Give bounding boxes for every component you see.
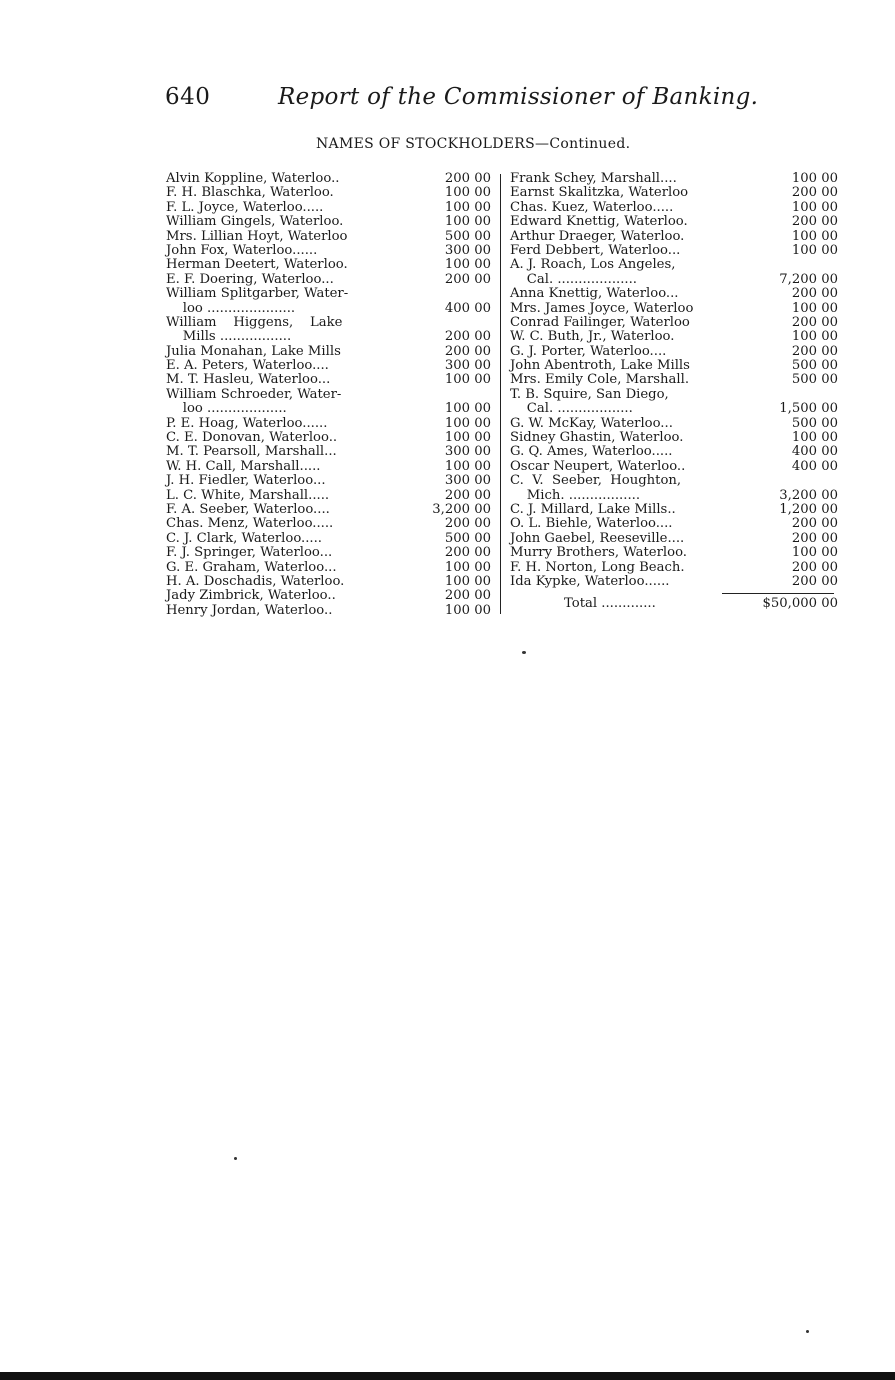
- stockholder-row: [510, 345, 838, 359]
- stockholder-name: Mrs. Lillian Hoyt, Waterloo: [166, 228, 348, 244]
- stockholder-amount: 100 00: [444, 214, 491, 230]
- stockholder-name: G. E. Graham, Waterloo...: [166, 559, 337, 575]
- stockholder-amount: 400 00: [791, 458, 838, 474]
- stockholder-row: [510, 489, 838, 503]
- stockholder-amount: 100 00: [791, 171, 838, 186]
- stockholder-name: Arthur Draeger, Waterloo.: [510, 228, 685, 244]
- stockholder-row: [510, 417, 838, 431]
- stockholder-row: [166, 417, 491, 431]
- stockholder-name: Jady Zimbrick, Waterloo..: [166, 588, 336, 604]
- stockholder-amount: 200 00: [791, 214, 838, 230]
- stockholder-name: F. H. Blaschka, Waterloo.: [166, 185, 334, 201]
- stockholder-name: William Gingels, Waterloo.: [166, 214, 344, 230]
- stockholder-amount: 500 00: [791, 358, 838, 374]
- stockholder-name: F. H. Norton, Long Beach.: [510, 559, 685, 575]
- stockholder-amount: 300 00: [444, 358, 491, 374]
- stockholder-name: C. J. Millard, Lake Mills..: [510, 501, 676, 517]
- stockholder-name: Frank Schey, Marshall....: [510, 171, 677, 186]
- stockholder-row: [510, 273, 838, 287]
- stockholder-row: [166, 546, 491, 560]
- stockholder-name: Chas. Kuez, Waterloo.....: [510, 199, 674, 215]
- stockholder-name: F. J. Springer, Waterloo...: [166, 545, 333, 561]
- stockholder-row: [166, 287, 491, 301]
- scan-speck: [234, 1157, 237, 1160]
- stockholder-name: F. L. Joyce, Waterloo.....: [166, 199, 324, 215]
- stockholder-amount: 100 00: [791, 242, 838, 258]
- stockholder-amount: 200 00: [444, 271, 491, 287]
- stockholder-row: [510, 388, 838, 402]
- stockholder-name: loo ...................: [166, 401, 287, 417]
- stockholder-name: Herman Deetert, Waterloo.: [166, 257, 348, 273]
- stockholder-amount: 100 00: [444, 573, 491, 589]
- total-label: Total .............: [564, 596, 656, 611]
- stockholder-name: W. H. Call, Marshall.....: [166, 458, 321, 474]
- stockholder-amount: 100 00: [791, 545, 838, 561]
- stockholder-row: [510, 546, 838, 560]
- stockholder-amount: 200 00: [444, 487, 491, 503]
- stockholder-amount: 100 00: [791, 199, 838, 215]
- stockholder-row: [510, 316, 838, 330]
- stockholder-row: [166, 589, 491, 603]
- total-rule: [722, 593, 834, 594]
- stockholder-amount: 200 00: [791, 559, 838, 575]
- stockholder-name: G. J. Porter, Waterloo....: [510, 343, 667, 359]
- stockholder-amount: 100 00: [444, 430, 491, 446]
- stockholder-amount: 100 00: [444, 257, 491, 273]
- stockholder-row: [510, 460, 838, 474]
- stockholder-name: F. A. Seeber, Waterloo....: [166, 501, 330, 517]
- stockholder-amount: 200 00: [444, 516, 491, 532]
- page-bottom-edge: [0, 1372, 895, 1380]
- stockholder-amount: 200 00: [791, 185, 838, 201]
- stockholder-amount: 7,200 00: [779, 271, 838, 287]
- stockholder-name: John Fox, Waterloo......: [166, 242, 318, 258]
- stockholder-amount: 200 00: [791, 286, 838, 302]
- stockholder-amount: 100 00: [444, 602, 491, 618]
- stockholder-amount: 200 00: [444, 588, 491, 604]
- stockholder-row: [510, 330, 838, 344]
- stockholder-row: [166, 215, 491, 229]
- stockholder-name: P. E. Hoag, Waterloo......: [166, 415, 328, 431]
- stockholder-amount: 1,500 00: [779, 401, 838, 417]
- right-stockholder-column: [510, 172, 838, 589]
- stockholder-amount: 300 00: [444, 473, 491, 489]
- stockholder-amount: 100 00: [791, 228, 838, 244]
- stockholder-name: Alvin Koppline, Waterloo..: [166, 171, 340, 186]
- stockholder-amount: 100 00: [444, 401, 491, 417]
- stockholder-row: [510, 287, 838, 301]
- running-title: Report of the Commissioner of Banking.: [278, 84, 759, 110]
- stockholder-row: [166, 359, 491, 373]
- stockholder-amount: 400 00: [791, 444, 838, 460]
- stockholder-row: [166, 345, 491, 359]
- stockholder-row: [166, 330, 491, 344]
- stockholder-name: C. E. Donovan, Waterloo..: [166, 430, 338, 446]
- stockholder-row: [166, 503, 491, 517]
- stockholder-row: [166, 561, 491, 575]
- stockholder-name: O. L. Biehle, Waterloo....: [510, 516, 673, 532]
- stockholder-name: L. C. White, Marshall.....: [166, 487, 330, 503]
- stockholder-name: C. V. Seeber, Houghton,: [510, 473, 682, 489]
- stockholder-name: W. C. Buth, Jr., Waterloo.: [510, 329, 675, 345]
- stockholder-amount: 100 00: [444, 372, 491, 388]
- stockholder-amount: 100 00: [444, 415, 491, 431]
- stockholder-name: John Gaebel, Reeseville....: [510, 530, 685, 546]
- stockholder-amount: 100 00: [444, 458, 491, 474]
- scan-speck: [806, 1330, 809, 1333]
- section-heading: NAMES OF STOCKHOLDERS—Continued.: [316, 136, 631, 152]
- stockholder-row: [510, 474, 838, 488]
- stockholder-row: [166, 302, 491, 316]
- stockholder-amount: 100 00: [791, 329, 838, 345]
- stockholder-row: [166, 244, 491, 258]
- stockholder-amount: 3,200 00: [432, 501, 491, 517]
- stockholder-amount: 500 00: [444, 530, 491, 546]
- stockholder-row: [166, 373, 491, 387]
- stockholder-name: E. A. Peters, Waterloo....: [166, 358, 329, 374]
- stockholder-row: [510, 230, 838, 244]
- stockholder-name: William Splitgarber, Water-: [166, 286, 349, 302]
- stockholder-amount: 500 00: [444, 228, 491, 244]
- stockholder-amount: 1,200 00: [779, 501, 838, 517]
- stockholder-row: [166, 186, 491, 200]
- page-number: 640: [165, 84, 211, 110]
- stockholder-row: [510, 402, 838, 416]
- stockholder-amount: 300 00: [444, 242, 491, 258]
- stockholder-name: T. B. Squire, San Diego,: [510, 386, 669, 402]
- stockholder-row: [510, 561, 838, 575]
- stockholder-amount: 200 00: [791, 573, 838, 589]
- stockholder-name: C. J. Clark, Waterloo.....: [166, 530, 322, 546]
- stockholder-row: [166, 273, 491, 287]
- stockholder-name: Ferd Debbert, Waterloo...: [510, 242, 681, 258]
- stockholder-row: [510, 445, 838, 459]
- stockholder-name: Edward Knettig, Waterloo.: [510, 214, 688, 230]
- stockholder-name: Mrs. Emily Cole, Marshall.: [510, 372, 690, 388]
- stockholder-row: [510, 186, 838, 200]
- stockholder-name: J. H. Fiedler, Waterloo...: [166, 473, 326, 489]
- stockholder-name: Julia Monahan, Lake Mills: [166, 343, 341, 359]
- stockholder-row: [510, 172, 838, 186]
- stockholder-amount: 100 00: [791, 430, 838, 446]
- total-amount: $50,000 00: [762, 596, 838, 611]
- stockholder-name: Conrad Failinger, Waterloo: [510, 314, 690, 330]
- stockholder-name: William Higgens, Lake: [166, 314, 343, 330]
- stockholder-row: [510, 431, 838, 445]
- stockholder-row: [510, 532, 838, 546]
- stockholder-row: [166, 460, 491, 474]
- stockholder-amount: 200 00: [444, 171, 491, 186]
- stockholder-amount: 200 00: [791, 530, 838, 546]
- stockholder-name: M. T. Hasleu, Waterloo...: [166, 372, 331, 388]
- stockholder-amount: 200 00: [444, 545, 491, 561]
- stockholder-row: [166, 517, 491, 531]
- stockholder-name: Anna Knettig, Waterloo...: [510, 286, 679, 302]
- stockholder-row: [166, 604, 491, 618]
- stockholder-name: Sidney Ghastin, Waterloo.: [510, 430, 684, 446]
- stockholder-row: [166, 388, 491, 402]
- stockholder-row: [166, 431, 491, 445]
- stockholder-row: [510, 575, 838, 589]
- stockholder-row: [510, 258, 838, 272]
- stockholder-row: [166, 201, 491, 215]
- stockholder-amount: 200 00: [444, 343, 491, 359]
- stockholder-amount: 500 00: [791, 415, 838, 431]
- stockholder-amount: 200 00: [444, 329, 491, 345]
- stockholder-row: [166, 402, 491, 416]
- stockholder-name: John Abentroth, Lake Mills: [510, 358, 690, 374]
- stockholder-name: Cal. ..................: [510, 401, 633, 417]
- stockholder-name: Oscar Neupert, Waterloo..: [510, 458, 686, 474]
- stockholder-row: [510, 359, 838, 373]
- stockholder-name: Murry Brothers, Waterloo.: [510, 545, 687, 561]
- stockholder-amount: 400 00: [444, 300, 491, 316]
- stockholder-name: William Schroeder, Water-: [166, 386, 342, 402]
- stockholder-name: Ida Kypke, Waterloo......: [510, 573, 670, 589]
- stockholder-amount: 100 00: [444, 559, 491, 575]
- stockholder-row: [510, 302, 838, 316]
- stockholder-name: Cal. ...................: [510, 271, 637, 287]
- stockholder-name: Henry Jordan, Waterloo..: [166, 602, 333, 618]
- stockholder-name: E. F. Doering, Waterloo...: [166, 271, 334, 287]
- stockholder-name: M. T. Pearsoll, Marshall...: [166, 444, 337, 460]
- stockholder-name: loo .....................: [166, 300, 296, 316]
- stockholder-row: [166, 258, 491, 272]
- stockholder-name: Mrs. James Joyce, Waterloo: [510, 300, 694, 316]
- stockholder-name: Mills .................: [166, 329, 292, 345]
- stockholder-row: [510, 503, 838, 517]
- stockholder-name: A. J. Roach, Los Angeles,: [510, 257, 676, 273]
- column-divider: [500, 174, 501, 614]
- stockholder-row: [166, 230, 491, 244]
- stockholder-name: Earnst Skalitzka, Waterloo: [510, 185, 689, 201]
- stockholder-amount: 200 00: [791, 516, 838, 532]
- stockholder-amount: 3,200 00: [779, 487, 838, 503]
- stockholder-amount: 100 00: [444, 199, 491, 215]
- stockholder-row: [510, 244, 838, 258]
- stockholder-name: G. Q. Ames, Waterloo.....: [510, 444, 673, 460]
- stockholder-name: H. A. Doschadis, Waterloo.: [166, 573, 345, 589]
- stockholder-row: [166, 172, 491, 186]
- stockholder-name: Mich. .................: [510, 487, 641, 503]
- stockholder-name: G. W. McKay, Waterloo...: [510, 415, 673, 431]
- stockholder-row: [166, 489, 491, 503]
- stockholder-amount: 300 00: [444, 444, 491, 460]
- stockholder-amount: 200 00: [791, 314, 838, 330]
- stockholder-amount: 500 00: [791, 372, 838, 388]
- stockholder-row: [166, 575, 491, 589]
- stockholder-amount: 100 00: [791, 300, 838, 316]
- left-stockholder-column: [166, 172, 491, 618]
- stockholder-row: [510, 517, 838, 531]
- stockholder-row: [166, 532, 491, 546]
- stockholder-row: [510, 215, 838, 229]
- stockholder-row: [166, 316, 491, 330]
- stockholder-amount: 200 00: [791, 343, 838, 359]
- stockholder-row: [166, 474, 491, 488]
- stockholder-row: [510, 201, 838, 215]
- stockholder-amount: 100 00: [444, 185, 491, 201]
- scan-speck: [522, 651, 526, 654]
- stockholder-name: Chas. Menz, Waterloo.....: [166, 516, 334, 532]
- stockholder-row: [166, 445, 491, 459]
- stockholder-row: [510, 373, 838, 387]
